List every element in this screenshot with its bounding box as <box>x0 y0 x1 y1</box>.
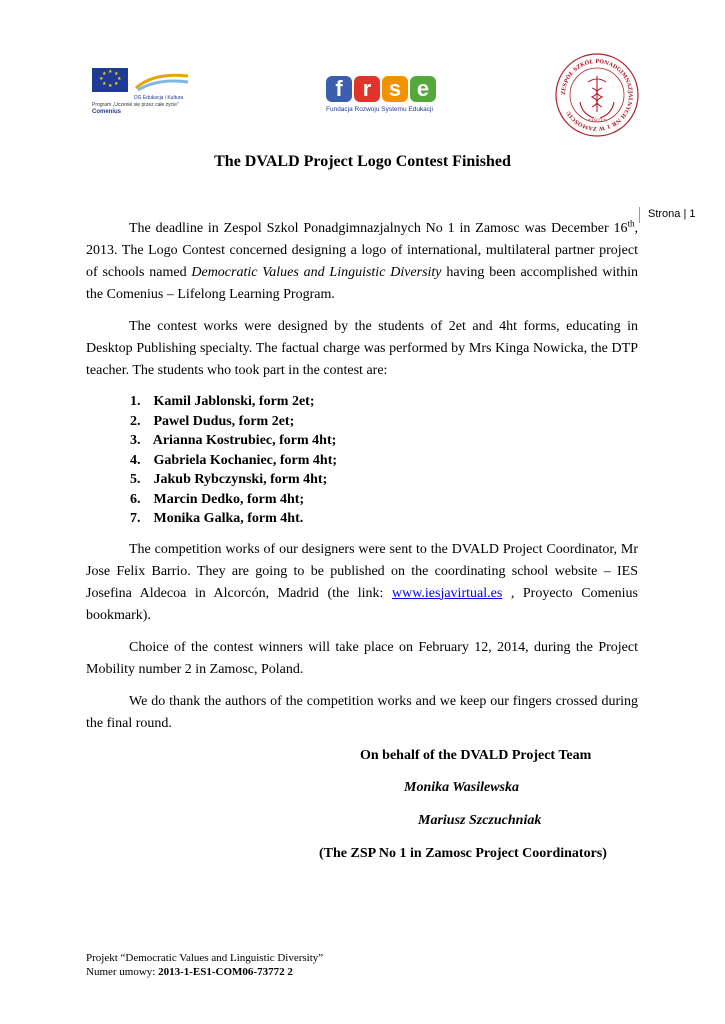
project-name-italic: Democratic Values and Linguistic Diversity <box>191 265 442 280</box>
program-text: Program „Uczenie się przez całe życie” <box>92 102 179 108</box>
list-number: 3. <box>130 433 141 448</box>
eu-flag-icon: ★ ★ ★ ★ ★ ★ ★ ★ <box>92 68 128 92</box>
paragraph-deadline <box>86 218 638 306</box>
signature-team: On behalf of the DVALD Project Team <box>360 748 592 763</box>
list-item <box>130 509 638 529</box>
paragraph-coordinator <box>86 539 638 627</box>
frse-letters <box>326 76 438 102</box>
list-number: 6. <box>130 491 141 507</box>
school-seal-icon <box>554 52 640 138</box>
list-number: 4. <box>130 452 141 468</box>
student-name: Pawel Dudus, form 2et; <box>153 413 295 429</box>
signature-name-2: Mariusz Szczuchniak <box>418 813 542 828</box>
seal-ring-text: ZESPÓŁ SZKÓŁ PONADGIMNAZJALNYCH NR 1 W ZAMOŚCIU <box>560 58 634 132</box>
list-number: 1. <box>130 394 141 409</box>
contract-label: Numer umowy: <box>86 966 159 978</box>
student-list <box>86 392 638 529</box>
p3-text-b: , Proyecto Comenius bookmark). <box>86 585 638 623</box>
caduceus-icon <box>580 76 614 118</box>
list-item <box>130 490 638 510</box>
paragraph-thanks: We do thank the authors of the competition works and we keep our fingers crossed during the final round. <box>86 693 638 731</box>
paragraph-contest-works: The contest works were designed by the students of 2et and 4ht forms, educating in Desktop Publishing specialty. The factual charge was performed by Mrs Kinga Nowicka, the DTP teacher. The students who took part in the contest are: <box>86 319 638 378</box>
p1-text-b: , 2013. The Logo Contest concerned designing a logo of international, multilateral partner project of schools named <box>86 221 638 280</box>
student-name: Gabriela Kochaniec, form 4ht; <box>153 452 338 468</box>
frse-logo <box>326 76 438 120</box>
contract-number: 2013-1-ES1-COM06-73772 2 <box>158 966 293 978</box>
p1-text-c: having been accomplished within the Comenius – Lifelong Learning Program. <box>86 265 638 302</box>
list-number: 7. <box>130 511 141 526</box>
page-number-label: Strona | 1 <box>639 207 725 223</box>
p1-text-a: The deadline in Zespol Szkol Ponadgimnazjalnych No 1 in Zamosc was December 16 <box>129 221 628 236</box>
eu-comenius-logo <box>92 68 192 116</box>
frse-letter: e <box>410 76 436 102</box>
footer-project: Projekt “Democratic Values and Linguistic Diversity” <box>86 952 324 964</box>
list-item <box>130 470 638 490</box>
signature-role: (The ZSP No 1 in Zamosc Project Coordinators) <box>319 846 607 861</box>
document-body <box>86 218 638 745</box>
comenius-swoosh-icon <box>134 70 190 92</box>
dg-text: DG Edukacja i Kultura <box>134 95 184 101</box>
website-link[interactable]: www.iesjavirtual.es <box>391 585 503 601</box>
p1-superscript: th <box>627 218 635 229</box>
comenius-text: Comenius <box>92 109 122 115</box>
list-item <box>130 431 638 451</box>
frse-letter: f <box>326 76 352 102</box>
footer-contract <box>86 965 323 979</box>
student-name: Kamil Jablonski, form 2et; <box>153 394 315 409</box>
list-number: 5. <box>130 472 141 487</box>
page-footer <box>86 951 323 979</box>
frse-letter: s <box>382 76 408 102</box>
document-title: The DVALD Project Logo Contest Finished <box>214 153 511 170</box>
list-item <box>130 392 638 412</box>
frse-subtitle: Fundacja Rozwoju Systemu Edukacji <box>326 106 433 113</box>
student-name: Monika Galka, form 4ht. <box>153 511 304 526</box>
signature-name-1: Monika Wasilewska <box>404 780 520 795</box>
list-number: 2. <box>130 413 141 429</box>
student-name: Marcin Dedko, form 4ht; <box>153 491 305 507</box>
header-logos <box>88 52 643 132</box>
student-name: Arianna Kostrubiec, form 4ht; <box>152 433 337 448</box>
seal-year: *1921* <box>588 118 606 124</box>
frse-letter: r <box>354 76 380 102</box>
eu-logo-caption <box>92 95 183 116</box>
student-name: Jakub Rybczynski, form 4ht; <box>153 472 328 487</box>
paragraph-winners: Choice of the contest winners will take place on February 12, 2014, during the Project Mobility number 2 in Zamosc, Poland. <box>86 639 638 677</box>
list-item <box>130 412 638 432</box>
p3-text-a: The competition works of our designers were sent to the DVALD Project Coordinator, Mr Jose Felix Barrio. They are going to be published on the coordinating school website – IES Josefina Aldecoa in Alcorcón, Madrid (the link: <box>86 541 638 601</box>
list-item <box>130 451 638 471</box>
